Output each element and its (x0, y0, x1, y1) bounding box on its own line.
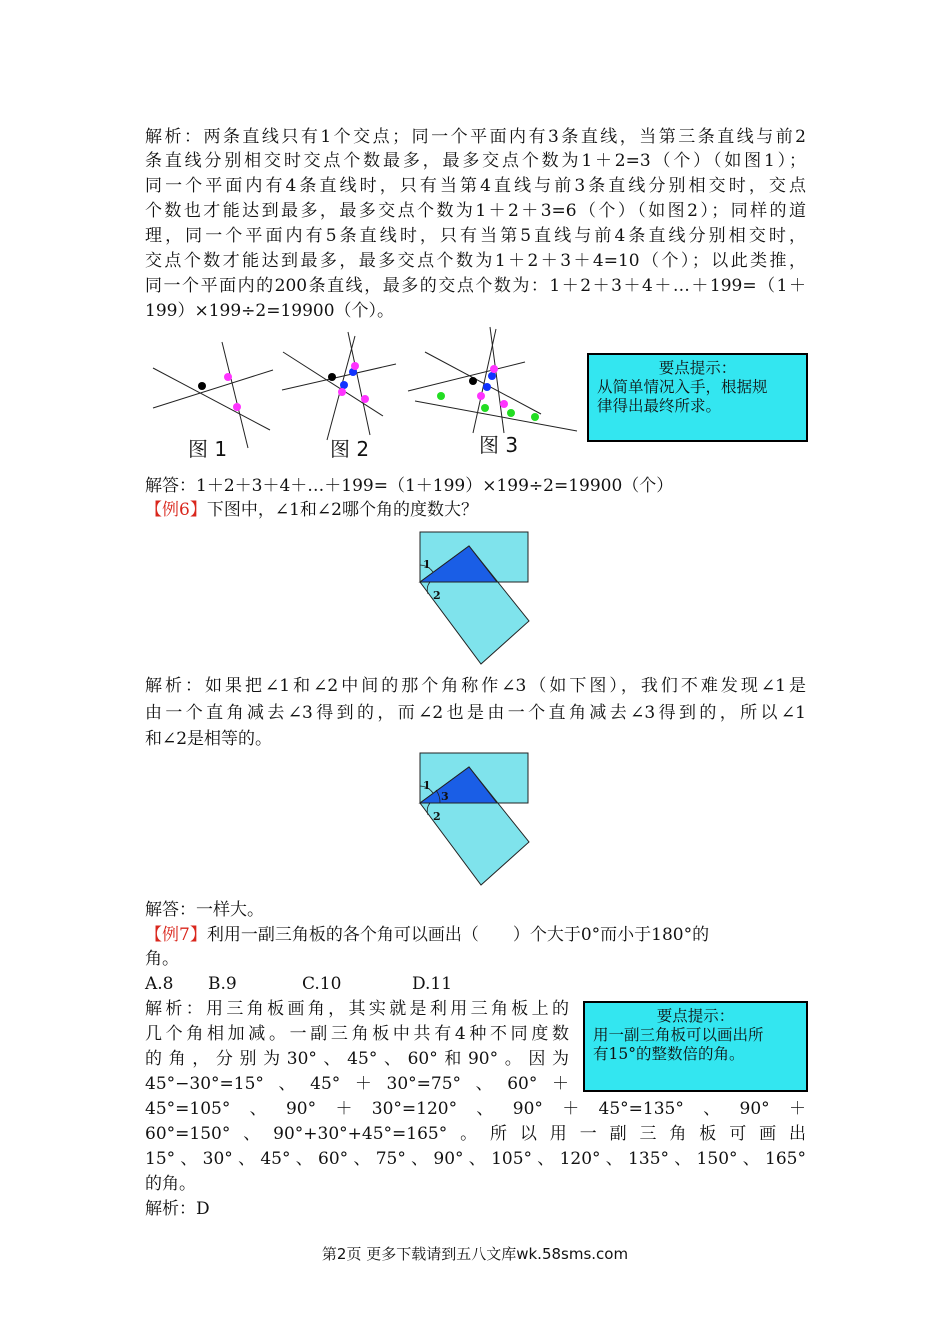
figure-2-label: 图 2 (330, 437, 370, 461)
text-line: 45°=105°、90°＋30°=120°、90°＋45°=135°、90°＋ (145, 1099, 806, 1119)
text-line: 解析：如果把∠1和∠2中间的那个角称作∠3（如下图），我们不难发现∠1是 (145, 676, 806, 696)
angle-3-label: 3 (441, 790, 449, 803)
text-line: 同一个平面内的200条直线，最多的交点个数为：1＋2＋3＋4＋…＋199=（1＋ (145, 276, 806, 296)
text-line: 的角。 (145, 1174, 196, 1194)
answer-3: 解析：D (145, 1199, 210, 1219)
tip-body-line: 用一副三角板可以画出所 (593, 1026, 764, 1044)
example-tag: 【例7】 (145, 925, 207, 945)
angle-1-label: 1 (423, 779, 431, 792)
answer-1: 解答：1＋2＋3＋4＋…＋199=（1＋199）×199÷2=19900（个） (145, 476, 674, 496)
tip-title: 要点提示： (658, 359, 737, 377)
tip-body-line: 有15°的整数倍的角。 (593, 1045, 745, 1063)
tip-box-2 (583, 1001, 808, 1092)
example-7 (145, 923, 709, 947)
text-line: 同一个平面内有4条直线时，只有当第4直线与前3条直线分别相交时，交点 (145, 176, 806, 196)
text-line: 几个角相加减。一副三角板中共有4种不同度数 (145, 1024, 569, 1044)
example-question-cont: 角。 (145, 949, 179, 969)
angle-2-label: 2 (433, 589, 441, 602)
figure-3 (405, 325, 580, 460)
example-question: 下图中，∠1和∠2哪个角的度数大？ (206, 500, 478, 520)
text-line: 条直线分别相交时交点个数最多，最多交点个数为1＋2=3（个）（如图1）； (145, 151, 806, 171)
figure-3-label: 图 3 (479, 433, 519, 457)
text-line: 由一个直角减去∠3得到的，而∠2也是由一个直角减去∠3得到的，所以∠1 (145, 703, 806, 723)
text-line: 解析：用三角板画角，其实就是利用三角板上的 (145, 999, 569, 1019)
angle-2-label: 2 (433, 810, 441, 823)
text-line: 45°−30°=15°、45°＋30°=75°、60°＋ (145, 1074, 569, 1094)
text-line: 个数也才能达到最多，最多交点个数为1＋2＋3=6（个）（如图2）；同样的道 (145, 201, 806, 221)
option-b: B.9 (208, 974, 237, 994)
figure-1 (150, 340, 280, 460)
tip-title: 要点提示： (656, 1007, 735, 1025)
tip-body-line: 从简单情况入手，根据规 (597, 378, 768, 396)
angle-figure-2 (419, 752, 534, 892)
page-footer: 第2页 更多下载请到五八文库wk.58sms.com (321, 1245, 629, 1263)
text-line: 199）×199÷2=19900（个）。 (145, 301, 395, 321)
text-line: 15°、30°、45°、60°、75°、90°、105°、120°、135°、150°、165° (145, 1149, 806, 1169)
option-d: D.11 (412, 974, 453, 994)
text-line: 的角，分别为30°、45°、60°和90°。因为 (145, 1049, 569, 1069)
tip-box-1 (587, 353, 808, 442)
example-tag: 【例6】 (145, 500, 207, 520)
figure-1-label: 图 1 (188, 437, 228, 461)
angle-1-label: 1 (423, 558, 431, 571)
angle-figure-1 (419, 531, 534, 671)
text-line: 理，同一个平面内有5条直线时，只有当第5直线与前4条直线分别相交时， (145, 226, 806, 246)
text-line: 和∠2是相等的。 (145, 729, 273, 749)
tip-body-line: 律得出最终所求。 (597, 397, 722, 415)
figure-2 (280, 330, 400, 460)
text-line: 交点个数才能达到最多，最多交点个数为1＋2＋3＋4=10（个）；以此类推， (145, 251, 806, 271)
example-6 (145, 498, 478, 522)
example-question: 利用一副三角板的各个角可以画出（ ）个大于0°而小于180°的 (206, 925, 710, 945)
answer-2: 解答：一样大。 (145, 900, 264, 920)
option-c: C.10 (302, 974, 342, 994)
option-a: A.8 (145, 974, 174, 994)
text-line: 解析：两条直线只有1个交点；同一个平面内有3条直线，当第三条直线与前2 (145, 127, 806, 147)
text-line: 60°=150°、90°+30°+45°=165°。所以用一副三角板可画出 (145, 1124, 806, 1144)
